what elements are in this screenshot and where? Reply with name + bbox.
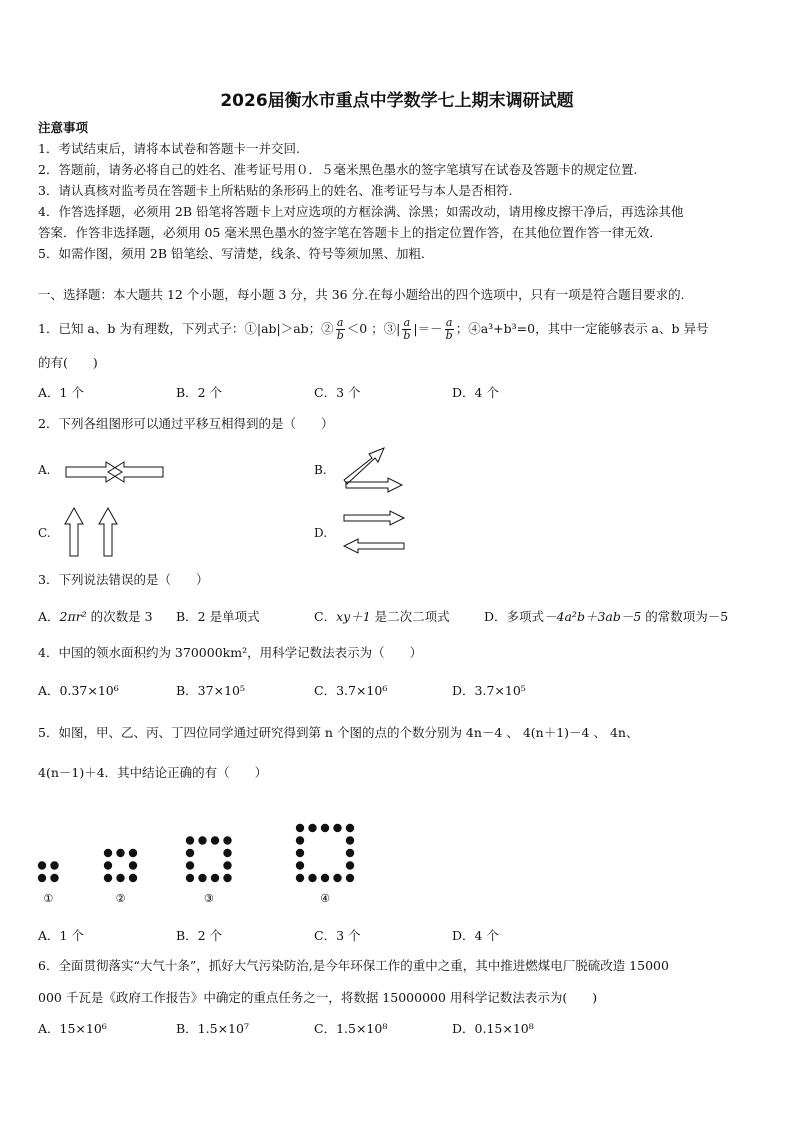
figure-dot <box>223 874 231 882</box>
q3-option-d-tail: 的常数项为 <box>641 609 708 624</box>
q3-option-a-label: A． <box>38 609 60 624</box>
q2-figure-c <box>62 506 122 558</box>
q4-option-a: A．0.37×10⁶ <box>38 683 119 698</box>
q5-option-a: A．1 个 <box>38 928 84 943</box>
q6-option-b: B．1.5×10⁷ <box>176 1021 249 1036</box>
figure-dot <box>223 861 231 869</box>
figure-dot <box>296 849 304 857</box>
arrow-left-shape <box>344 539 404 553</box>
figure-dot <box>50 861 58 869</box>
arrow-right-shape <box>66 462 122 482</box>
question-6-stem-cont: 000 千瓦是《政府工作报告》中确定的重点任务之一，将数据 15000000 用科学记数法表示为( ) <box>38 990 598 1005</box>
q3-option-d <box>484 609 728 625</box>
q4-option-b: B．37×10⁵ <box>176 683 245 698</box>
q3-option-c <box>314 609 450 625</box>
notice-item-4-cont: 答案．作答非选择题，必须用 05 毫米黑色墨水的签字笔在答题卡上的指定位置作答，在其他位置作答一律无效． <box>38 225 662 240</box>
figure-dot <box>186 874 194 882</box>
notice-item-2: 2．答题前，请务必将自己的姓名、准考证号用０．５毫米黑色墨水的签字笔填写在试卷及答题卡的规定位置. <box>38 162 638 177</box>
figure-dot <box>186 849 194 857</box>
notice-item-1: 1．考试结束后，请将本试卷和答题卡一并交回. <box>38 141 300 156</box>
frac-num: a <box>336 316 344 329</box>
q5-option-c: C．3 个 <box>314 928 361 943</box>
arrow-horizontal-shape <box>346 478 402 492</box>
q2-figure-a <box>66 460 166 484</box>
figure-dot <box>198 836 206 844</box>
q1-fraction-2 <box>402 317 411 342</box>
q4-option-d: D．3.7×10⁵ <box>452 683 526 698</box>
notice-item-4: 4．作答选择题，必须用 2B 铅笔将答题卡上对应选项的方框涂满、涂黑；如需改动，请用橡皮擦干净后，再选涂其他 <box>38 204 684 219</box>
q3-option-d-label: D．多项式 <box>484 609 545 624</box>
figure-dot <box>223 849 231 857</box>
q3-option-c-tail: 是二次二项式 <box>370 609 450 624</box>
figure-dot <box>38 861 46 869</box>
frac-den: b <box>403 329 411 342</box>
figure-dot <box>104 861 112 869</box>
q5-option-d: D．4 个 <box>452 928 499 943</box>
q1-fraction-1 <box>336 317 345 342</box>
q1-option-c: C．3 个 <box>314 385 361 400</box>
q2-label-d: D. <box>314 526 328 540</box>
q2-figure-d <box>344 510 408 556</box>
figure-dot <box>321 874 329 882</box>
notice-heading: 注意事项 <box>38 120 89 135</box>
figure-dot <box>104 874 112 882</box>
q3-option-d-value: －5 <box>707 609 729 624</box>
figure-dot <box>346 824 354 832</box>
figure-dot <box>50 874 58 882</box>
figure-label: ③ <box>203 892 214 905</box>
arrow-up-shape <box>65 508 83 556</box>
q2-figure-b <box>342 444 406 494</box>
question-3-stem: 3．下列说法错误的是（ ） <box>38 572 209 587</box>
q4-option-c: C．3.7×10⁶ <box>314 683 388 698</box>
q6-option-a: A．15×10⁶ <box>38 1021 107 1036</box>
figure-dot <box>296 836 304 844</box>
figure-dot <box>129 861 137 869</box>
arrow-left-shape <box>108 462 163 482</box>
figure-dot <box>346 849 354 857</box>
figure-dot <box>104 849 112 857</box>
question-6-stem: 6．全面贯彻落实“大气十条”，抓好大气污染防治,是今年环保工作的重中之重，其中推进燃煤电厂脱硫改造 15000 <box>38 958 669 973</box>
figure-dot <box>211 836 219 844</box>
figure-dot <box>116 849 124 857</box>
figure-label: ② <box>115 892 126 905</box>
figure-dot <box>296 874 304 882</box>
figure-dot <box>116 874 124 882</box>
q5-dot-figures <box>30 790 390 910</box>
arrow-right-shape <box>344 511 404 525</box>
q1-option-d: D．4 个 <box>452 385 499 400</box>
figure-dot <box>321 824 329 832</box>
question-1-stem <box>38 317 708 342</box>
frac-num: a <box>403 316 411 329</box>
q3-option-a-expr: 2πr² <box>59 609 87 624</box>
figure-dot <box>296 824 304 832</box>
figure-dot <box>308 874 316 882</box>
q2-label-a: A. <box>38 463 51 477</box>
figure-label: ④ <box>320 892 330 905</box>
q1-fraction-3 <box>445 317 454 342</box>
q2-label-c: C. <box>38 526 51 540</box>
arrow-up-shape <box>99 508 117 556</box>
q1-option-a: A．1 个 <box>38 385 84 400</box>
frac-den: b <box>445 329 453 342</box>
notice-item-3: 3．请认真核对监考员在答题卡上所粘贴的条形码上的姓名、准考证号与本人是否相符. <box>38 183 513 198</box>
figure-dot <box>198 874 206 882</box>
q1-part-a: 1．已知 a、b 为有理数，下列式子：①|ab|＞ab；② <box>38 321 334 336</box>
q3-option-a-tail: 的次数是 3 <box>86 609 153 624</box>
section-heading: 一、选择题：本大题共 12 个小题，每小题 3 分，共 36 分.在每小题给出的四个选项中，只有一项是符合题目要求的. <box>38 287 685 302</box>
q3-option-c-expr: xy＋1 <box>336 609 371 624</box>
question-1-stem-cont: 的有( ) <box>38 355 98 370</box>
q1-option-b: B．2 个 <box>176 385 223 400</box>
frac-den: b <box>336 329 344 342</box>
q3-option-d-expr: －4a²b＋3ab－5 <box>544 609 642 624</box>
figure-dot <box>38 874 46 882</box>
q1-part-b: ＜0 ；③| <box>346 321 401 336</box>
figure-dot <box>333 874 341 882</box>
question-2-stem: 2．下列各组图形可以通过平移互相得到的是（ ） <box>38 416 334 431</box>
figure-dot <box>186 861 194 869</box>
question-4-stem: 4．中国的领水面积约为 370000km²，用科学记数法表示为（ ） <box>38 645 423 660</box>
q5-option-b: B．2 个 <box>176 928 223 943</box>
figure-dot <box>296 861 304 869</box>
q1-part-c: |＝－ <box>413 321 443 336</box>
figure-label: ① <box>43 892 54 905</box>
figure-dot <box>129 849 137 857</box>
q2-label-b: B. <box>314 463 327 477</box>
q3-option-a <box>38 609 153 625</box>
figure-dot <box>346 861 354 869</box>
q3-option-b: B．2 是单项式 <box>176 609 260 624</box>
figure-dot <box>129 874 137 882</box>
figure-dot <box>346 874 354 882</box>
frac-num: a <box>445 316 453 329</box>
question-5-stem: 5．如图，甲、乙、丙、丁四位同学通过研究得到第 n 个图的点的个数分别为 4n－4 、 4(n＋1)－4 、 4n、 <box>38 725 639 740</box>
q3-option-c-label: C． <box>314 609 337 624</box>
arrow-diagonal-shape <box>344 448 384 484</box>
q6-option-d: D．0.15×10⁸ <box>452 1021 534 1036</box>
figure-dot <box>308 824 316 832</box>
figure-dot <box>211 874 219 882</box>
figure-dot <box>223 836 231 844</box>
question-5-stem-cont: 4(n－1)＋4．其中结论正确的有（ ） <box>38 765 268 780</box>
notice-item-5: 5．如需作图，须用 2B 铅笔绘、写清楚，线条、符号等须加黑、加粗． <box>38 246 434 261</box>
figure-dot <box>333 824 341 832</box>
q6-option-c: C．1.5×10⁸ <box>314 1021 388 1036</box>
page-title: 2026届衡水市重点中学数学七上期末调研试题 <box>220 91 574 111</box>
figure-dot <box>186 836 194 844</box>
figure-dot <box>346 836 354 844</box>
q1-part-d: ；④a³+b³=0，其中一定能够表示 a、b 异号 <box>455 321 709 336</box>
